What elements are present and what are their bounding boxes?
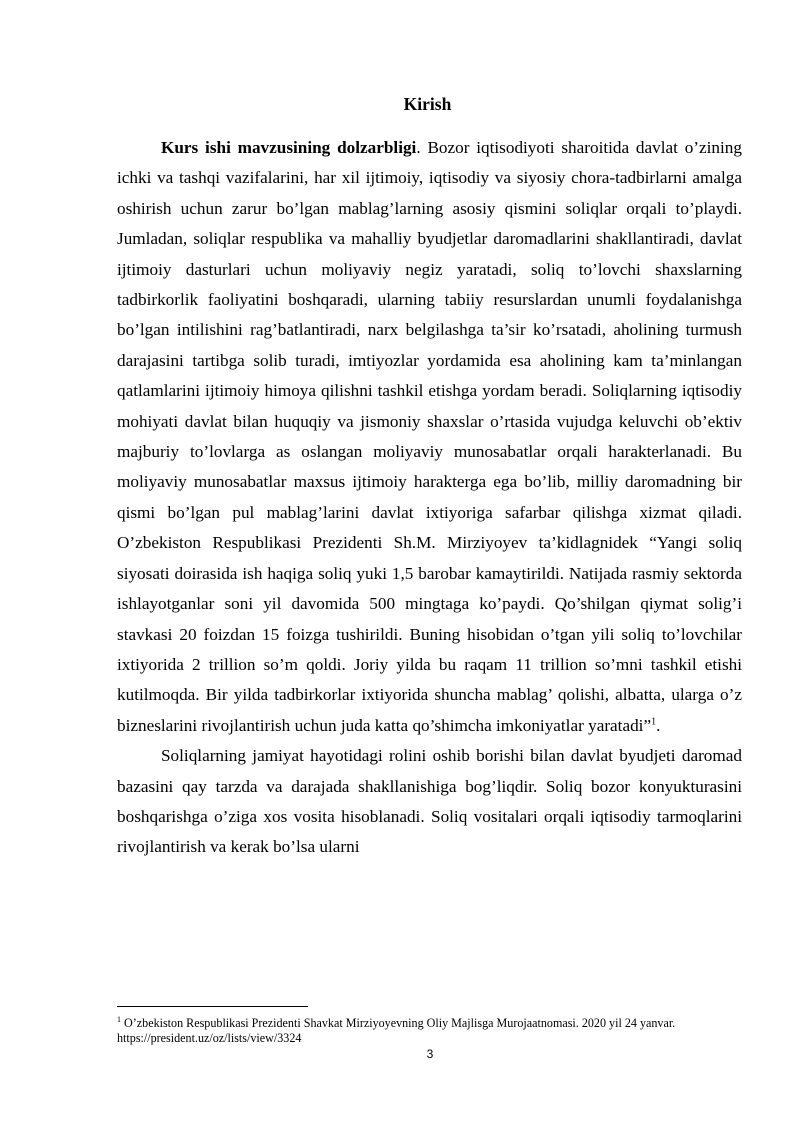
paragraph-relevance — [117, 133, 742, 741]
body-text — [117, 133, 742, 863]
footnote-source: O’zbekiston Respublikasi Prezidenti Shavkat Mirziyoyevning Oliy Majlisga Murojaatnomasi. 2020 yil 24 yanvar. — [121, 1016, 676, 1030]
paragraph-tax-role: Soliqlarning jamiyat hayotidagi rolini oshib borishi bilan davlat byudjeti daromad bazasini qay tarzda va darajada shakllanishiga bog’liqdir. Soliq bozor konyukturasini boshqarishga o’ziga xos vosita hisoblanadi. Soliq vositalari orqali iqtisodiy tarmoqlarini rivojlantirish va kerak bo’lsa ularni — [117, 746, 742, 857]
paragraph-relevance-text: . Bozor iqtisodiyoti sharoitida davlat o’zining ichki va tashqi vazifalarini, har xil ijtimoiy, iqtisodiy va siyosiy chora-tadbirlarni amalga oshirish uchun zarur bo’lgan mablag’larning asosiy qismini soliqlar orqali to’playdi. Jumladan, soliqlar respublika va mahalliy byudjetlar daromadlarini shakllantiradi, davlat ijtimoiy dasturlari uchun moliyaviy negiz yaratadi, soliq to’lovchi shaxslarning tadbirkorlik faoliyatini boshqaradi, ularning tabiiy resurslardan unumli foydalanishga bo’lgan intilishini rag’batlantiradi, narx belgilashga ta’sir ko’rsatadi, aholining turmush darajasini tartibga solib turadi, imtiyozlar yordamida esa aholining kam ta’minlangan qatlamlarini ijtimoiy himoya qilishni tashkil etishga yordam beradi. Soliqlarning iqtisodiy mohiyati davlat bilan huquqiy va jismoniy shaxslar o’rtasida vujudga keluvchi ob’ektiv majburiy to’lovlarga as oslangan moliyaviy munosabatlar orqali harakterlanadi. Bu moliyaviy munosabatlar maxsus ijtimoiy harakterga ega bo’lib, milliy daromadning bir qismi bo’lgan pul mablag’larini davlat ixtiyoriga safarbar qilishga xizmat qiladi. O’zbekiston Respublikasi Prezidenti Sh.M. Mirziyoyev ta’kidlagnidek “Yangi soliq siyosati doirasida ish haqiga soliq yuki 1,5 barobar kamaytirildi. Natijada rasmiy sektorda ishlayotganlar soni yil davomida 500 mingtaga ko’paydi. Qo’shilgan qiymat solig’i stavkasi 20 foizdan 15 foizga tushirildi. Buning hisobidan o’tgan yili soliq to’lovchilar ixtiyorida 2 trillion so’m qoldi. Joriy yilda bu raqam 11 trillion so’mni tashkil etishi kutilmoqda. Bir yilda tadbirkorlar ixtiyorida shuncha mablag’ qolishi, albatta, ularga o’z bizneslarini rivojlantirish uchun juda katta qo’shimcha imkoniyatlar yaratadi” — [117, 138, 742, 735]
footnote-reference: 1 — [651, 715, 657, 727]
relevance-heading: Kurs ishi mavzusining dolzarbligi — [161, 138, 417, 157]
footnote — [117, 1016, 747, 1046]
footnote-url: https://president.uz/oz/lists/view/3324 — [117, 1031, 302, 1045]
paragraph-relevance-end: . — [656, 715, 661, 735]
page-number: 3 — [426, 1047, 434, 1061]
footnote-marker: 1 — [117, 1014, 121, 1024]
section-title: Kirish — [403, 94, 452, 114]
footnote-line — [117, 1016, 747, 1031]
footnote-separator — [117, 1006, 308, 1007]
